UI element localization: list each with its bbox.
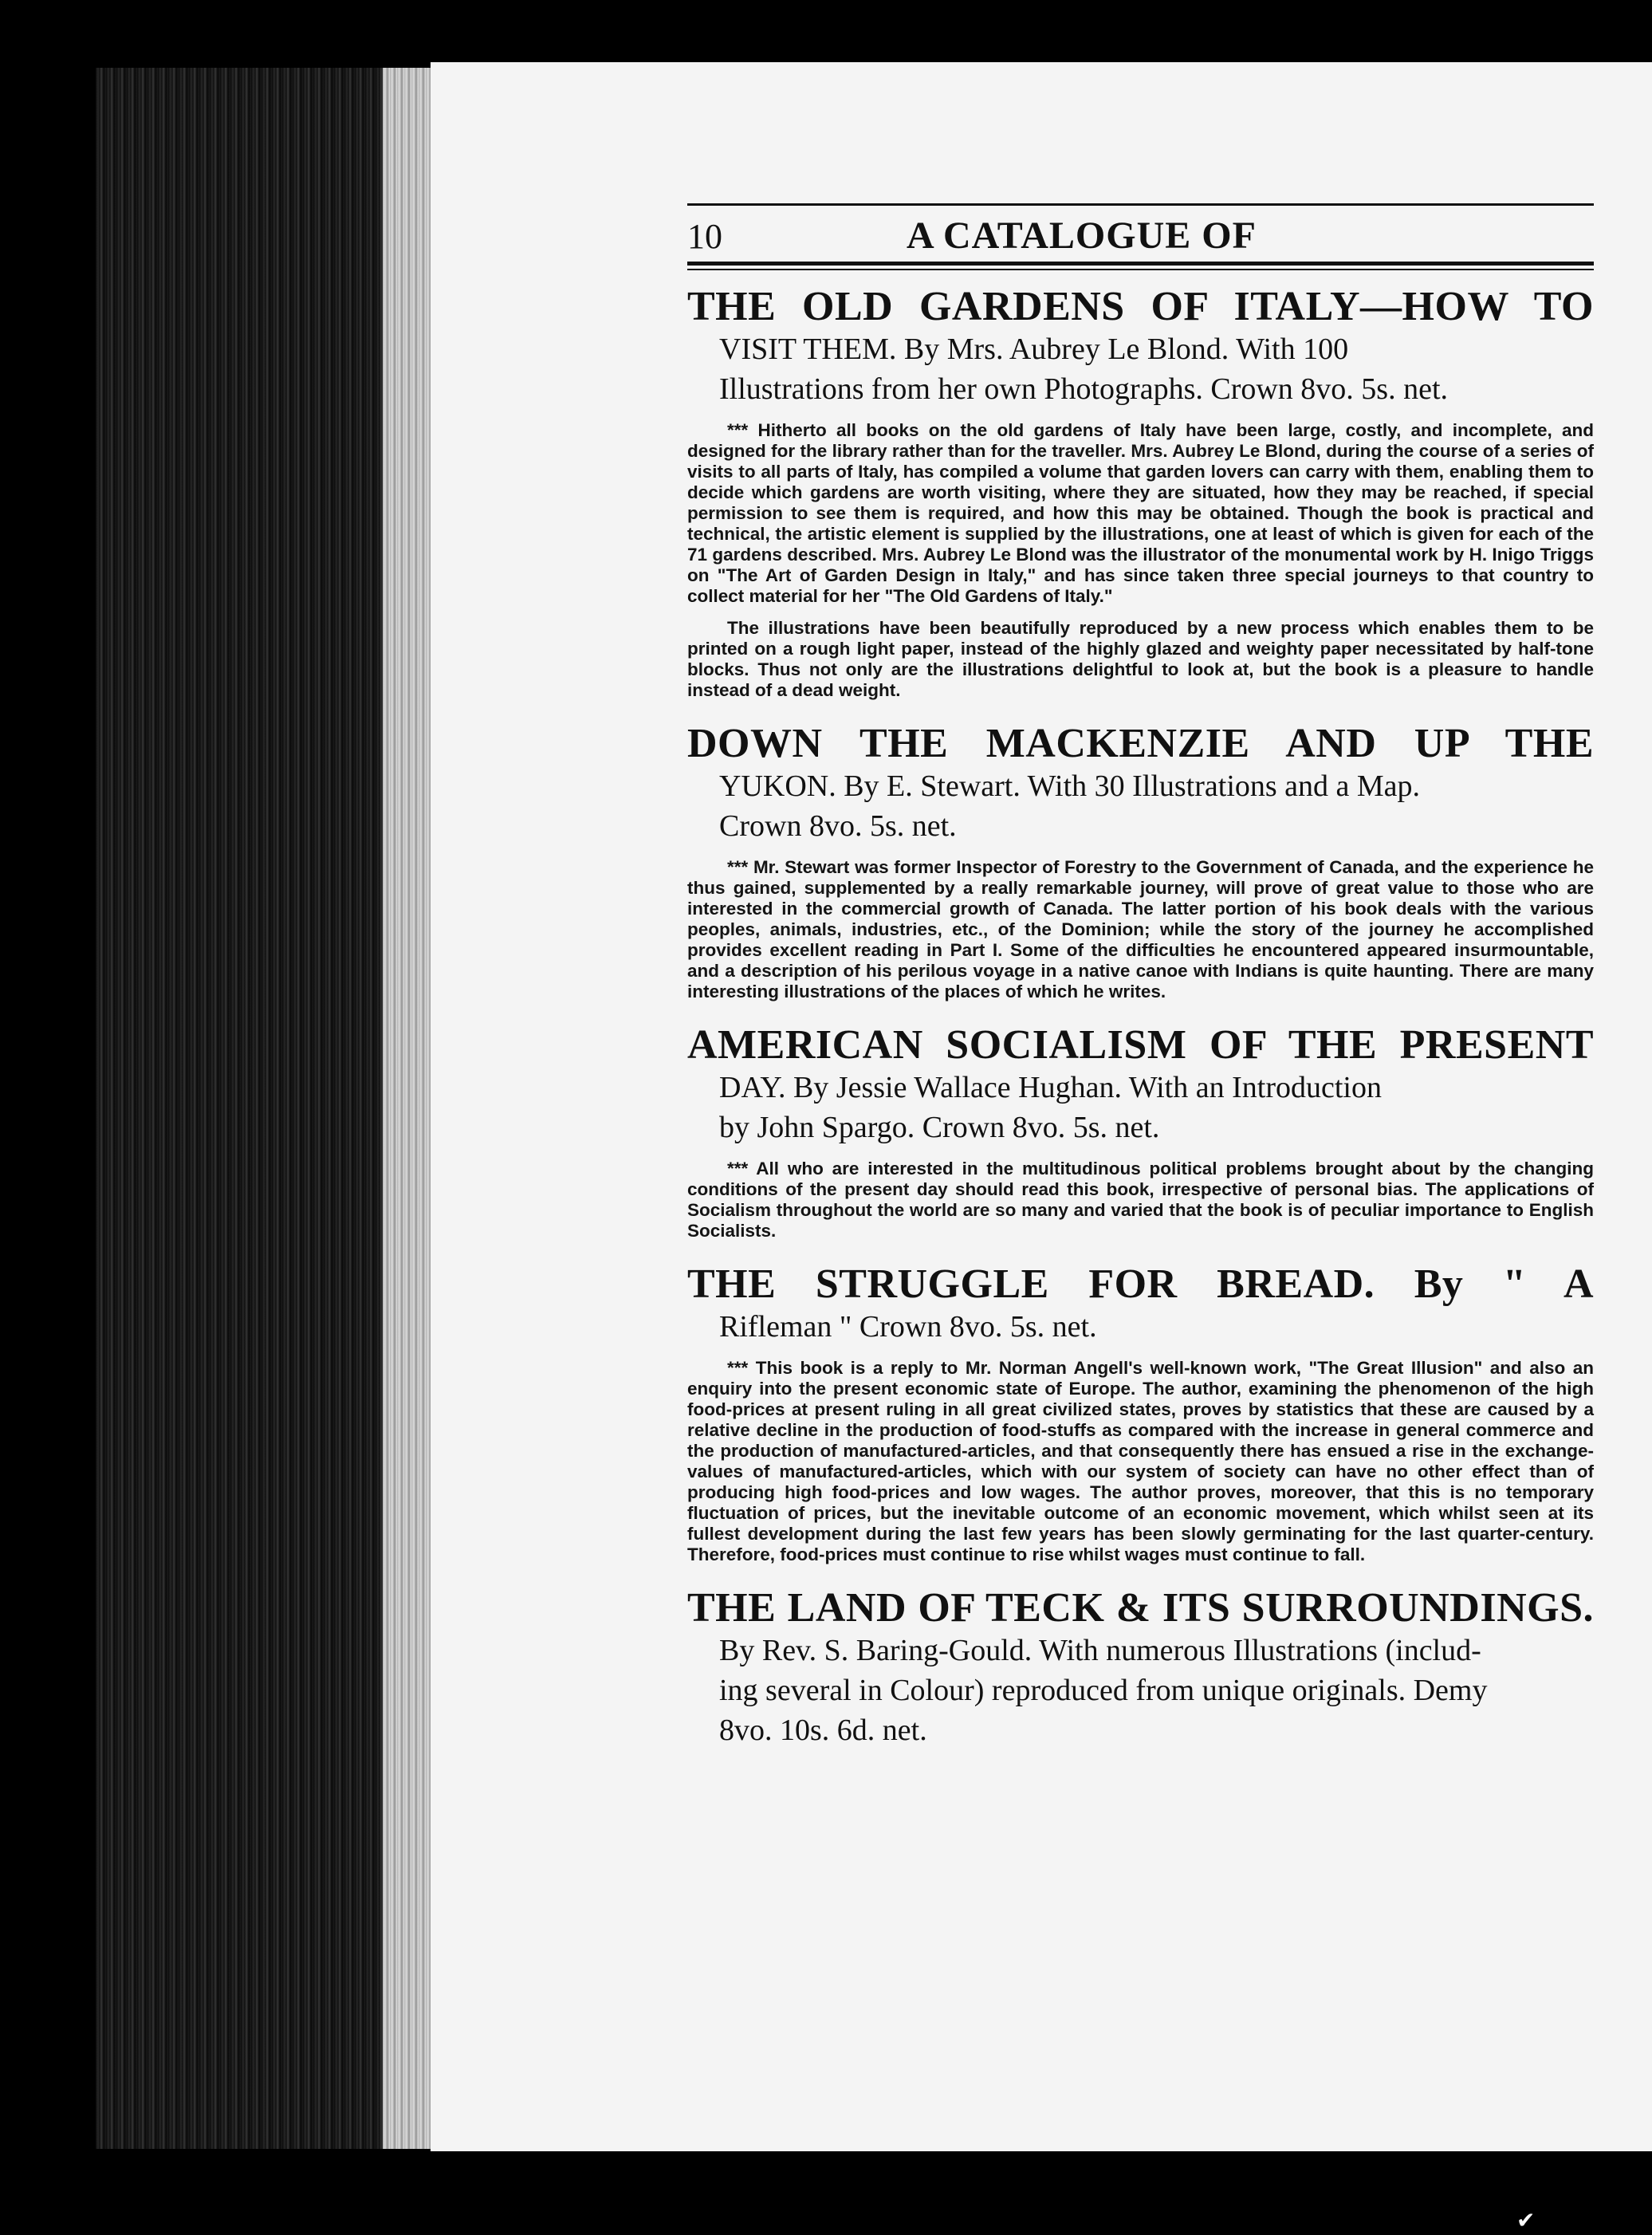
catalogue-entry bbox=[687, 285, 1594, 701]
entry-title: AMERICAN SOCIALISM OF THE PRESENT bbox=[687, 1022, 1594, 1068]
entry-meta-line: ing several in Colour) reproduced from unique originals. Demy bbox=[719, 1674, 1488, 1707]
running-head-title: A CATALOGUE OF bbox=[907, 214, 1257, 257]
entry-meta-line: VISIT THEM. By Mrs. Aubrey Le Blond. With 100 bbox=[719, 332, 1349, 366]
description-paragraph: *** Mr. Stewart was former Inspector of Forestry to the Government of Canada, and the experience he thus gained, supplemented by a really remarkable journey, will prove of great value to those who are interested in the commercial growth of Canada. The latter portion of his book deals with the various peoples, animals, industries, etc., of the Dominion; while the story of the journey he accomplished provides excellent reading in Part I. Some of the difficulties he encountered appeared insurmountable, and a description of his perilous voyage in a native canoe with Indians is quite haunting. There are many interesting illustrations of the places of which he writes. bbox=[687, 857, 1594, 1001]
entry-meta-line: YUKON. By E. Stewart. With 30 Illustrations and a Map. bbox=[719, 769, 1421, 803]
entry-meta-line: 8vo. 10s. 6d. net. bbox=[719, 1714, 927, 1747]
entry-meta-line: Crown 8vo. 5s. net. bbox=[719, 809, 957, 843]
page-content bbox=[687, 203, 1594, 1750]
catalogue-entry bbox=[687, 1262, 1594, 1565]
entry-description bbox=[687, 857, 1594, 1002]
catalogue-entry bbox=[687, 1586, 1594, 1750]
head-rule-thin bbox=[687, 269, 1594, 270]
running-head bbox=[687, 206, 1594, 262]
head-rule-thick bbox=[687, 262, 1594, 266]
entry-meta-line: DAY. By Jessie Wallace Hughan. With an Introduction bbox=[719, 1071, 1382, 1104]
description-paragraph: *** Hitherto all books on the old gardens of Italy have been large, costly, and incomplete, and designed for the library rather than for the traveller. Mrs. Aubrey Le Blond, during the course of a series of visits to all parts of Italy, has compiled a volume that garden lovers can carry with them, enabling them to decide which gardens are worth visiting, where they are situated, how they may be reached, if special permission to see them is required, and how this may be obtained. Though the book is practical and technical, the artistic element is supplied by the illustrations, one at least of which is given for each of the 71 gardens described. Mrs. Aubrey Le Blond was the illustrator of the monumental work by H. Inigo Triggs on "The Art of Garden Design in Italy," and has since taken three special journeys to that country to collect material for her "The Old Gardens of Italy." bbox=[687, 420, 1594, 606]
description-paragraph: The illustrations have been beautifully reproduced by a new process which enables them to be printed on a rough light paper, instead of the highly glazed and weighty paper necessitated by half-tone blocks. Thus not only are the illustrations delightful to look at, but the book is a pleasure to handle instead of a dead weight. bbox=[687, 618, 1594, 700]
entry-meta-line: by John Spargo. Crown 8vo. 5s. net. bbox=[719, 1111, 1160, 1144]
entry-description bbox=[687, 1159, 1594, 1241]
catalogue-entry bbox=[687, 1023, 1594, 1241]
entry-description bbox=[687, 1358, 1594, 1565]
scan-mark-icon: ✔ bbox=[1516, 2207, 1536, 2233]
entry-description bbox=[687, 420, 1594, 701]
entry-title: DOWN THE MACKENZIE AND UP THE bbox=[687, 721, 1594, 766]
page-number: 10 bbox=[687, 217, 722, 256]
description-paragraph: *** All who are interested in the multitudinous political problems brought about by the changing conditions of the present day should read this book, irrespective of personal bias. The applications of Socialism throughout the world are so many and varied that the book is of peculiar importance to English Socialists. bbox=[687, 1159, 1594, 1241]
entry-title: THE STRUGGLE FOR BREAD. By " A bbox=[687, 1261, 1594, 1307]
catalogue-entry bbox=[687, 722, 1594, 1002]
entry-meta-line: Rifleman " Crown 8vo. 5s. net. bbox=[719, 1310, 1097, 1344]
description-paragraph: *** This book is a reply to Mr. Norman Angell's well-known work, "The Great Illusion" and also an enquiry into the present economic state of Europe. The author, examining the phenomenon of the high food-prices at present ruling in all great civilized states, proves by statistics that these are caused by a relative decline in the production of food-stuffs as compared with the increase in general commerce and the production of manufactured-articles, and that consequently there has ensued a rise in the exchange-values of manufactured-articles, which with our system of society can have no other effect than of producing high food-prices and low wages. The author proves, moreover, that this is no temporary fluctuation of prices, but the inevitable outcome of an economic movement, which whilst seen at its fullest development during the last few years has been slowly germinating for the last quarter-century. Therefore, food-prices must continue to rise whilst wages must continue to fall. bbox=[687, 1358, 1594, 1564]
entry-meta-line: Illustrations from her own Photographs. Crown 8vo. 5s. net. bbox=[719, 372, 1449, 406]
entry-title: THE OLD GARDENS OF ITALY—HOW TO bbox=[687, 284, 1594, 329]
entry-title: THE LAND OF TECK & ITS SURROUNDINGS. bbox=[687, 1585, 1594, 1631]
entry-meta-line: By Rev. S. Baring-Gould. With numerous Illustrations (includ- bbox=[719, 1634, 1481, 1667]
book-edge bbox=[96, 68, 431, 2149]
